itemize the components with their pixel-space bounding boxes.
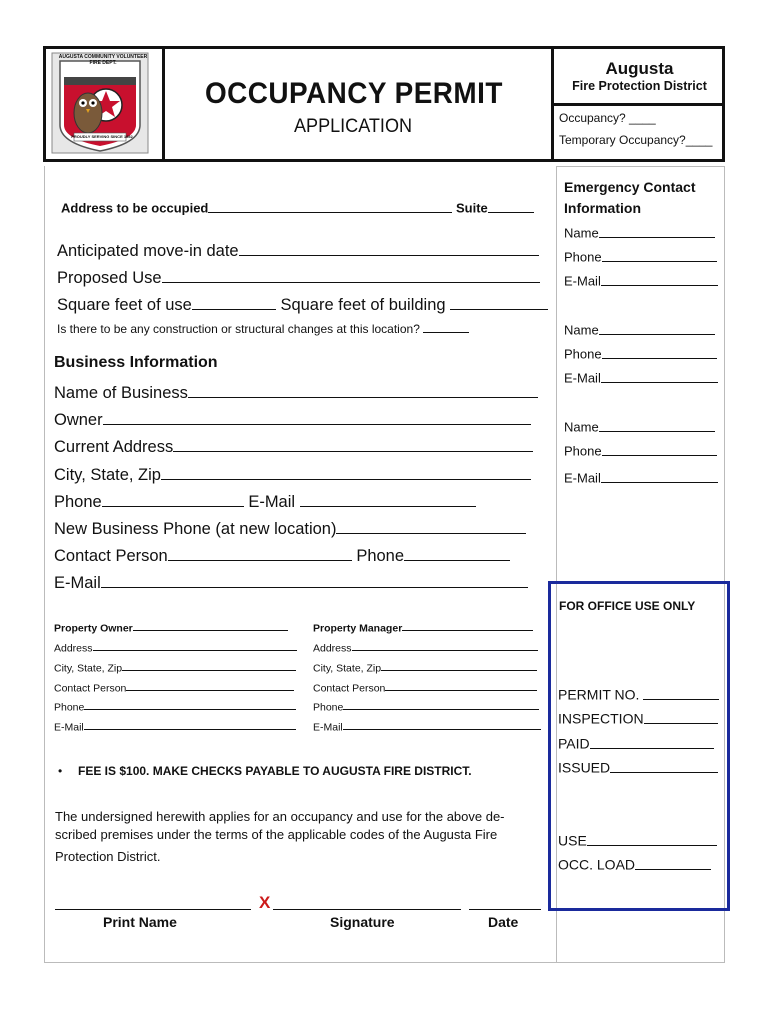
manager-contact-row (313, 681, 537, 694)
ec3-name-label: Name (564, 419, 599, 435)
emergency-column-top-rule (556, 166, 725, 167)
proposed-use-row (57, 267, 540, 288)
contact-person-row (54, 545, 510, 566)
permit-no-row (558, 686, 719, 703)
org-name: Augusta (605, 59, 674, 78)
permit-no-label: PERMIT NO. (558, 686, 640, 703)
sqft-building-input[interactable] (450, 294, 548, 310)
manager-csz-row (313, 661, 537, 674)
move-in-label: Anticipated move-in date (57, 241, 239, 260)
ec1-phone-row (564, 249, 717, 265)
suite-label: Suite (456, 200, 488, 216)
move-in-row (57, 240, 539, 261)
sqft-use-label: Square feet of use (57, 295, 192, 314)
property-owner-input[interactable] (133, 621, 288, 631)
owner-address-input[interactable] (93, 641, 297, 651)
email-label: E-Mail (248, 492, 296, 511)
manager-contact-input[interactable] (385, 681, 537, 691)
occupancy-field[interactable]: Occupancy? ____ (559, 111, 656, 125)
owner-email-row (54, 720, 296, 733)
manager-email-input[interactable] (343, 720, 541, 730)
owner-address-label: Address (54, 642, 93, 655)
use-row (558, 832, 717, 849)
ec2-name-row (564, 322, 715, 338)
owner-csz-input[interactable] (122, 661, 296, 671)
declaration-line-1: The undersigned herewith applies for an occupancy and use for the above de- (55, 809, 505, 824)
manager-contact-label: Contact Person (313, 682, 386, 695)
ec3-email-label: E-Mail (564, 470, 601, 486)
paid-input[interactable] (590, 735, 714, 749)
contact-phone-input[interactable] (404, 545, 510, 561)
manager-address-label: Address (313, 642, 352, 655)
manager-phone-row (313, 700, 539, 713)
owner-phone-row (54, 700, 296, 713)
business-name-row (54, 382, 538, 403)
issued-row (558, 759, 718, 776)
occ-load-input[interactable] (635, 856, 711, 870)
signature-label: Signature (330, 914, 395, 930)
owner-input[interactable] (103, 409, 531, 425)
inspection-input[interactable] (644, 710, 718, 724)
construction-question: Is there to be any construction or structural changes at this location? (57, 321, 420, 336)
use-label: USE (558, 832, 587, 849)
current-address-input[interactable] (173, 436, 533, 452)
city-state-zip-input[interactable] (161, 464, 531, 480)
manager-csz-label: City, State, Zip (313, 662, 382, 675)
manager-phone-label: Phone (313, 701, 344, 714)
ec1-phone-input[interactable] (602, 249, 717, 262)
paid-label: PAID (558, 735, 590, 752)
occ-load-row (558, 856, 711, 873)
date-label: Date (488, 914, 519, 930)
manager-phone-input[interactable] (343, 700, 539, 710)
email2-row (54, 572, 528, 593)
occ-load-label: OCC. LOAD (558, 856, 636, 873)
ec1-name-input[interactable] (599, 225, 715, 238)
org-subtitle: Fire Protection District (572, 79, 707, 93)
ec3-name-row (564, 419, 715, 435)
print-name-line[interactable] (55, 909, 251, 910)
business-heading: Business Information (54, 354, 218, 371)
inspection-row (558, 710, 718, 727)
contact-person-label: Contact Person (54, 546, 168, 565)
contact-phone-label: Phone (356, 546, 405, 565)
owner-csz-row (54, 661, 296, 674)
ec1-email-row (564, 273, 718, 289)
phone-label: Phone (54, 492, 102, 511)
owner-label: Owner (54, 410, 103, 429)
city-state-zip-row (54, 464, 531, 485)
property-owner-heading-row (54, 621, 288, 634)
address-row (61, 200, 534, 216)
suite-input[interactable] (488, 200, 534, 213)
phone-input[interactable] (102, 491, 244, 507)
ec1-email-label: E-Mail (564, 273, 601, 289)
property-manager-input[interactable] (402, 621, 533, 631)
logo-text-bottom: PROUDLY SERVING SINCE 1952 (71, 134, 133, 139)
page-subtitle: APPLICATION (294, 116, 413, 137)
emergency-heading-1: Emergency Contact (564, 179, 696, 195)
owner-email-input[interactable] (84, 720, 296, 730)
issued-label: ISSUED (558, 759, 611, 776)
ec2-phone-input[interactable] (602, 346, 717, 359)
email-input[interactable] (300, 491, 476, 507)
ec3-name-input[interactable] (599, 419, 715, 432)
ec1-name-row (564, 225, 715, 241)
manager-address-input[interactable] (352, 641, 538, 651)
logo-text-top: AUGUSTA COMMUNITY VOLUNTEER FIRE DEPT. (58, 54, 148, 66)
ec3-email-input[interactable] (601, 470, 718, 483)
ec3-phone-label: Phone (564, 443, 602, 459)
owner-row (54, 409, 531, 430)
signature-x-mark: X (259, 893, 271, 912)
manager-csz-input[interactable] (381, 661, 537, 671)
owner-phone-input[interactable] (84, 700, 296, 710)
current-address-row (54, 436, 533, 457)
owner-contact-row (54, 681, 294, 694)
property-manager-heading: Property Manager (313, 622, 403, 635)
signature-line[interactable] (273, 909, 461, 910)
ec3-phone-input[interactable] (602, 443, 717, 456)
ec2-email-label: E-Mail (564, 370, 601, 386)
declaration-line-3: Protection District. (55, 849, 161, 864)
permit-no-input[interactable] (643, 686, 719, 700)
email2-input[interactable] (101, 572, 528, 588)
square-feet-row (57, 294, 548, 315)
ec2-name-input[interactable] (599, 322, 715, 335)
manager-email-label: E-Mail (313, 721, 343, 734)
print-name-label: Print Name (103, 914, 177, 930)
inspection-label: INSPECTION (558, 710, 644, 727)
page-title: OCCUPANCY PERMIT (205, 77, 503, 110)
phone-email-row (54, 491, 476, 512)
business-name-input[interactable] (188, 382, 538, 398)
ec3-phone-row (564, 443, 717, 459)
new-phone-input[interactable] (336, 518, 526, 534)
current-address-label: Current Address (54, 437, 174, 456)
proposed-use-input[interactable] (162, 267, 540, 283)
proposed-use-label: Proposed Use (57, 268, 162, 287)
move-in-input[interactable] (239, 240, 539, 256)
contact-person-input[interactable] (168, 545, 352, 561)
owner-address-row (54, 641, 297, 654)
emergency-heading-2: Information (564, 200, 641, 216)
date-line[interactable] (469, 909, 541, 910)
email2-label: E-Mail (54, 573, 101, 592)
owner-email-label: E-Mail (54, 721, 84, 734)
logo-box (43, 46, 165, 162)
ec2-name-label: Name (564, 322, 599, 338)
ec2-email-input[interactable] (601, 370, 718, 383)
sqft-building-label: Square feet of building (280, 295, 446, 314)
ec1-phone-label: Phone (564, 249, 602, 265)
new-phone-row (54, 518, 526, 539)
ec1-name-label: Name (564, 225, 599, 241)
office-use-heading: FOR OFFICE USE ONLY (559, 599, 696, 613)
ec2-phone-label: Phone (564, 346, 602, 362)
ec2-email-row (564, 370, 718, 386)
owner-contact-input[interactable] (126, 681, 294, 691)
temp-occupancy-field[interactable]: Temporary Occupancy?____ (559, 133, 713, 147)
issued-input[interactable] (610, 759, 718, 773)
district-header-divider (551, 103, 725, 106)
paid-row (558, 735, 714, 752)
business-name-label: Name of Business (54, 383, 188, 402)
sqft-use-input[interactable] (192, 294, 276, 310)
construction-input[interactable] (423, 321, 469, 333)
use-input[interactable] (587, 832, 717, 846)
ec3-email-row (564, 470, 718, 486)
ec2-phone-row (564, 346, 717, 362)
city-state-zip-label: City, State, Zip (54, 465, 161, 484)
property-owner-heading: Property Owner (54, 622, 133, 635)
new-phone-label: New Business Phone (at new location) (54, 519, 337, 538)
owner-phone-label: Phone (54, 701, 85, 714)
owner-csz-label: City, State, Zip (54, 662, 123, 675)
ec1-email-input[interactable] (601, 273, 718, 286)
manager-address-row (313, 641, 538, 654)
fee-bullet: • (58, 764, 63, 778)
address-input[interactable] (208, 200, 452, 213)
fee-text: FEE IS $100. MAKE CHECKS PAYABLE TO AUGUSTA FIRE DISTRICT. (78, 764, 472, 778)
property-manager-heading-row (313, 621, 533, 634)
address-label: Address to be occupied (61, 200, 209, 216)
manager-email-row (313, 720, 541, 733)
declaration-line-2: scribed premises under the terms of the applicable codes of the Augusta Fire (55, 827, 498, 842)
owner-contact-label: Contact Person (54, 682, 127, 695)
construction-row (57, 321, 469, 336)
